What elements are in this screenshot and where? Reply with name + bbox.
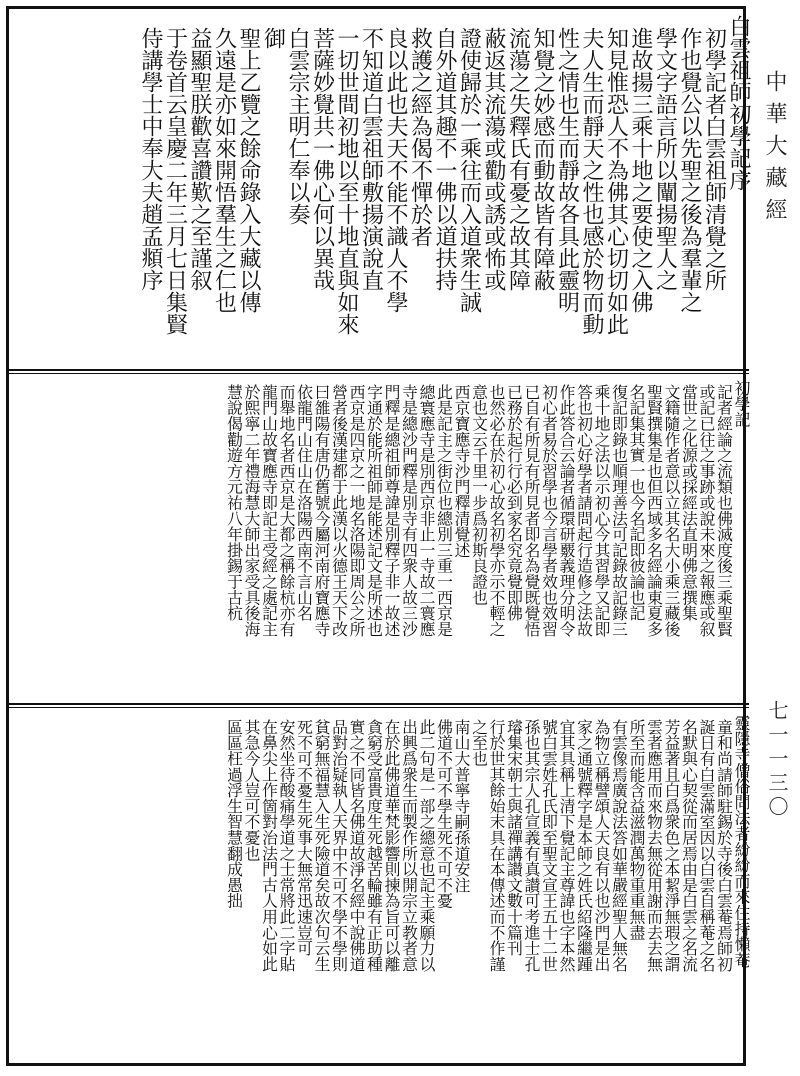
lower-column: 孫也其宗人孔宣義有真讃可考進士孔: [522, 719, 541, 972]
preface-column: 自外道其趣不一佛以道扶持: [432, 27, 457, 291]
lower-column: 在鼻尖上作箇對治法門古人用心如此: [259, 719, 279, 972]
middle-column: 寺是總沙門釋是別寺有四衆人故三沙: [399, 384, 419, 637]
lower-column: 宜其具稱上清下覺記主尊諱也字本然: [557, 719, 576, 972]
middle-column: 或記已往之事跡或說未來之報應或叙: [697, 384, 716, 637]
preface-column: 初學記者白雲祖師清覺之所: [701, 27, 727, 291]
middle-columns: [224, 376, 749, 701]
lower-column: 行於世其餘始末具在本傳述而不作謹: [487, 719, 506, 972]
preface-column: 菩薩妙覺共一佛心何以異哉: [309, 27, 335, 291]
preface-columns: [137, 11, 750, 366]
divider-lower-inner: [9, 707, 749, 708]
lower-column: 貪窮受富貴度生死越苦輪雖有正助種: [364, 719, 384, 972]
middle-column: 意也文云千里一步爲初斯良證也: [469, 384, 489, 606]
lower-column: 璿集宋朝士與諸禪講讃文數十篇刊: [504, 719, 524, 956]
lower-columns: [224, 711, 749, 1059]
preface-column: 侍講學士中奉大夫趙孟頫序: [138, 27, 163, 291]
preface-panel: [15, 11, 749, 366]
preface-column: 夫人生而靜天之性也感於物而動: [579, 27, 604, 335]
preface-column: 久遠是亦如來開悟羣生之仁也: [211, 27, 237, 313]
lower-column: 誕日有白雲滿室因以白雲自稱菴之名: [697, 719, 716, 972]
preface-column: 流蕩之失釋氏有憂之故其障: [505, 27, 531, 291]
lower-column: 靈隱寺僧俗問法者紛紛而來住持懶菴: [732, 715, 751, 968]
preface-column: 進故揚三乘十地之要使之入佛: [628, 27, 653, 313]
middle-column: 龍門山故寶應寺即記主受經之處記主: [259, 384, 279, 637]
middle-column: 已自有所見有所見者即名為覺既覺悟: [522, 384, 541, 637]
middle-column: 也然必在於初心故名初學亦示不輕之: [487, 384, 506, 637]
divider-lower: [9, 703, 749, 705]
middle-column: 名記集其實一也今名記即彼論也記: [627, 384, 646, 621]
preface-column: 白雲祖師初學記序: [726, 15, 751, 191]
preface-column: 于卷首云皇慶二年三月七日集賢: [162, 27, 188, 335]
lower-column: 在於此佛道華梵影響則揀為旨可以離: [382, 719, 401, 972]
middle-column: 文籍隨作者意以立其名大小乘三藏後: [662, 384, 681, 637]
side-page-number: 七一一三〇: [765, 700, 789, 820]
divider-upper-inner: [9, 373, 749, 374]
middle-column: 當世之化源或採經法直明佛意撰集: [679, 384, 699, 621]
preface-column: 御: [260, 27, 286, 49]
middle-column: 營者後漢建都于此漢以火德王天下改: [329, 384, 349, 637]
middle-column: 已務於起行行必到家名究竟覺即佛: [504, 384, 524, 621]
middle-column: 此是記主之街位也總別三重一西京是: [434, 384, 454, 637]
preface-column: 性之情也生而靜故各具此靈明: [554, 27, 580, 313]
middle-column: 總寰應寺是別西京非止一寺故二寰應: [417, 384, 436, 637]
side-title: 中華大藏經: [762, 70, 787, 230]
lower-column: 童和尚請師駐錫於寺後白雲菴焉師初: [714, 719, 734, 972]
middle-column: 復記即錄也順理善法可記錄故記錄三: [609, 384, 629, 637]
preface-column: 學文字語言所以闡揚聖人之: [652, 27, 678, 291]
middle-column: 聖賢撰集是也但西域多名經論東夏多: [644, 384, 664, 637]
preface-column: 救護之經為偈不憚於者: [407, 27, 433, 247]
middle-column: 作此答合云論者循環研覈義理分明令: [557, 384, 576, 637]
middle-column: 記者經論之流類也佛滅度後三乘聖賢: [714, 384, 734, 637]
lower-column: 佛道不可不學生死不可不憂: [434, 719, 454, 909]
page-frame: [6, 6, 751, 1066]
lower-column: 為物立稱譬頌人天良有以也沙門是出: [592, 719, 611, 972]
middle-column: 門釋是總祖師尊諱是別釋子非一故述: [382, 384, 401, 637]
preface-column: 知見惟恐人不為佛其心切切如此: [603, 27, 629, 335]
middle-column: 答也初心好學者請問起行造修之法故: [574, 384, 594, 637]
middle-column: 曰雒陽有唐仍舊號今屬河南府寶應寺: [312, 384, 331, 637]
preface-column: 白雲宗主明仁奉以奏: [285, 27, 310, 225]
preface-column: 聖上乙覽之餘命錄入大藏以傳: [236, 27, 261, 313]
lower-column: 之至也: [469, 719, 489, 767]
lower-column: 實之不同皆名佛道故淨名經中說佛道: [347, 719, 366, 972]
lower-column: 死不可不憂生死事大無常迅速豈可: [294, 719, 314, 956]
lower-column: 安然坐待酸痛學道之士常將此二字貼: [277, 719, 296, 972]
preface-column: 不知道白雲祖師敷揚演說直: [358, 27, 384, 291]
middle-column: 初學記: [732, 380, 751, 428]
middle-column: 乘十地之法以示初心今其習學又記即: [592, 384, 611, 637]
lower-column: 芳益著且白爲衆色之本絜淨無瑕之謂: [662, 719, 681, 972]
commentary-panel-middle: [15, 376, 749, 701]
middle-column: 西京寶應寺沙門釋清覺述: [452, 384, 471, 558]
lower-column: 區區枉過浮生智慧翻成愚拙: [224, 719, 244, 909]
middle-column: 字通於能所祖師是能述記文是所述也: [364, 384, 384, 637]
preface-column: 蔽返其流蕩或勸或誘或怖或: [481, 27, 506, 291]
middle-column: 初心者易於習學也今言學者效也效習: [539, 384, 559, 637]
lower-column: 號白雲姓孔氏即至聖文宣王五十二世: [539, 719, 559, 972]
middle-column: 於熙寧二年禮海慧大師出家受具後海: [242, 384, 261, 637]
preface-column: 知覺之妙感而動故皆有障蔽: [530, 27, 555, 291]
middle-column: 依龍門山住山在洛陽西南不言山名: [294, 384, 314, 621]
lower-column: 貧窮無福慧入生死險道矣故次句云生: [312, 719, 331, 972]
preface-column: 良以此也夫天不能不識人不學: [383, 27, 408, 313]
lower-column: 其急今人豈可不憂也: [242, 719, 261, 862]
lower-column: 雲者應用而來物去無從用謝而去去無: [644, 719, 664, 972]
lower-column: 出興爲衆生而製作所以開宗立教者意: [399, 719, 419, 972]
lower-column: 有雲像焉廣說法答如華嚴經聖人無名: [609, 719, 629, 972]
preface-column: 證使歸於一乘往而入道衆生誠: [456, 27, 482, 313]
lower-column: 南山大普寧寺嗣孫道安注: [452, 719, 471, 893]
lower-column: 名默與心契從而居焉由是白雲之名流: [679, 719, 699, 972]
preface-column: 一切世間初地以至十地直與如來: [334, 27, 359, 335]
preface-column: 作也覺公以先聖之後為羣輩之: [677, 27, 702, 313]
commentary-panel-lower: [15, 711, 749, 1059]
divider-upper: [9, 369, 749, 371]
lower-column: 家之通號釋字是本師之姓氏紹隆繼踵: [574, 719, 594, 972]
lower-column: 所至而能含益滋潤萬物重重無盡: [627, 719, 646, 941]
middle-column: 而舉地名者西京是大都之稱餘杭亦有: [277, 384, 296, 637]
lower-column: 此二句是一部之總意也記主乘願力以: [417, 719, 436, 972]
preface-column: 益顯聖朕歡喜讚歎之至謹叙: [187, 27, 212, 291]
middle-column: 西京是四京之一地名洛陽即周公之所: [347, 384, 366, 637]
middle-column: 慧說偈勸遊方元祐八年掛錫于古杭: [224, 384, 244, 621]
lower-column: 品對治疑執人天界中不可不學不學則: [329, 719, 349, 972]
